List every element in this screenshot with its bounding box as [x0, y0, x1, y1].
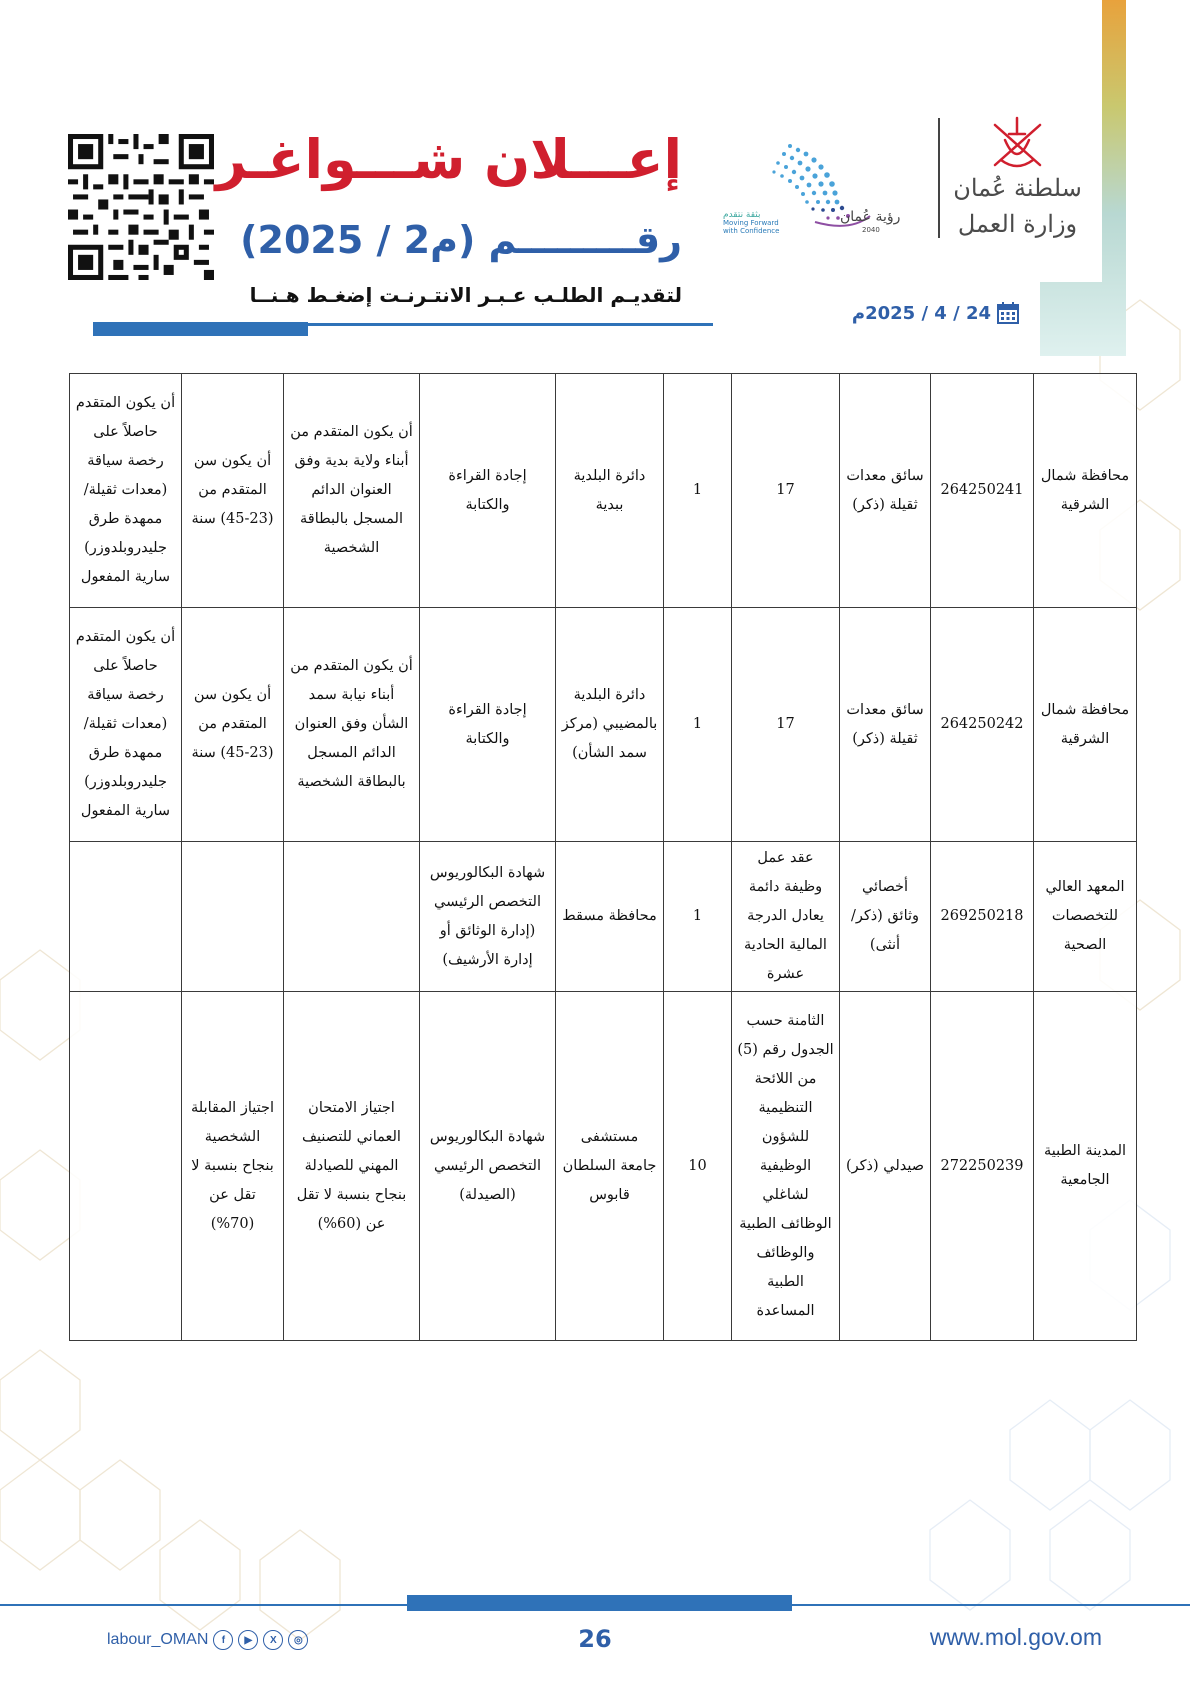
moving-forward-ar: بثقة نتقدم — [723, 210, 761, 220]
logo-divider — [938, 118, 940, 238]
website-link[interactable]: www.mol.gov.om — [929, 1624, 1102, 1650]
cell-count: 10 — [664, 992, 732, 1341]
cell-qualification: شهادة البكالوريوس التخصص الرئيسي (الصيدلة) — [420, 992, 556, 1341]
announcement-date — [852, 302, 1019, 324]
announcement-number: رقـــــــــم (م2 / 2025) — [240, 218, 682, 262]
cell-grade: 17 — [732, 608, 840, 842]
cell-job: صيدلي (ذكر) — [840, 992, 931, 1341]
social-links — [107, 1630, 308, 1650]
cell-condition1: أن يكون المتقدم من أبناء ولاية بدية وفق العنوان الدائم المسجل بالبطاقة الشخصية — [284, 374, 420, 608]
cell-condition2: أن يكون سن المتقدم من (23-45) سنة — [182, 608, 284, 842]
cell-grade: الثامنة حسب الجدول رقم (5) من اللائحة التنظيمية للشؤون الوظيفية لشاغلي الوظائف الطبية والوظائف الطبية المساعدة — [732, 992, 840, 1341]
cell-count: 1 — [664, 842, 732, 992]
cell-workplace: دائرة البلدية ببدية — [556, 374, 664, 608]
cell-governorate: المدينة الطبية الجامعية — [1034, 992, 1137, 1341]
qr-code[interactable] — [68, 134, 214, 280]
cell-grade: عقد عمل وظيفة دائمة يعادل الدرجة المالية الحادية عشرة — [732, 842, 840, 992]
ministry-name-line1: سلطنة عُمان — [953, 174, 1082, 202]
cell-count: 1 — [664, 374, 732, 608]
facebook-icon[interactable]: f — [213, 1630, 233, 1650]
cell-workplace: دائرة البلدية بالمضيبي (مركز سمد الشأن) — [556, 608, 664, 842]
moving-forward-en2: with Confidence — [723, 227, 780, 235]
cell-workplace: محافظة مسقط — [556, 842, 664, 992]
title-rule-accent — [93, 322, 308, 336]
cell-code: 264250241 — [931, 374, 1034, 608]
table-row — [70, 374, 1137, 608]
table-row — [70, 992, 1137, 1341]
table-row — [70, 608, 1137, 842]
ministry-name — [950, 170, 1085, 242]
cell-condition2 — [182, 842, 284, 992]
cell-qualification: شهادة البكالوريوس التخصص الرئيسي (إدارة الوثائق أو إدارة الأرشيف) — [420, 842, 556, 992]
cell-condition2: أن يكون سن المتقدم من (23-45) سنة — [182, 374, 284, 608]
cell-condition3 — [70, 842, 182, 992]
x-icon[interactable]: X — [263, 1630, 283, 1650]
page-number: 26 — [578, 1625, 612, 1653]
cell-condition1 — [284, 842, 420, 992]
apply-online-link[interactable]: لتقديـم الطلـب عـبـر الانتـرنـت إضغـط هـنــا — [249, 283, 682, 307]
vision-year: 2040 — [862, 226, 880, 234]
cell-governorate: المعهد العالي للتخصصات الصحية — [1034, 842, 1137, 992]
ministry-name-line2: وزارة العمل — [957, 210, 1078, 238]
footer-rule-accent — [407, 1595, 792, 1611]
vision-text: رؤية عُمان — [840, 209, 901, 225]
calendar-icon — [997, 302, 1019, 324]
cell-workplace: مستشفى جامعة السلطان قابوس — [556, 992, 664, 1341]
cell-condition2: اجتياز المقابلة الشخصية بنجاح بنسبة لا تقل عن (70%) — [182, 992, 284, 1341]
cell-governorate: محافظة شمال الشرقية — [1034, 608, 1137, 842]
cell-code: 269250218 — [931, 842, 1034, 992]
cell-condition1: اجتياز الامتحان العماني للتصنيف المهني للصيادلة بنجاح بنسبة لا تقل عن (60%) — [284, 992, 420, 1341]
cell-job: سائق معدات ثقيلة (ذكر) — [840, 608, 931, 842]
date-text: 24 / 4 / 2025م — [851, 302, 991, 324]
cell-condition3: أن يكون المتقدم حاصلاً على رخصة سياقة (معدات ثقيلة/ ممهدة طرق جليدروبلدوزر) سارية المفعول — [70, 374, 182, 608]
cell-job: أخصائي وثائق (ذكر/ أنثى) — [840, 842, 931, 992]
social-handle[interactable]: labour_OMAN — [107, 1631, 209, 1648]
vacancies-table — [69, 373, 1137, 1341]
page-title: إعـــلان شـــواغـر — [215, 128, 682, 191]
youtube-icon[interactable]: ▶ — [238, 1630, 258, 1650]
cell-code: 264250242 — [931, 608, 1034, 842]
cell-qualification: إجادة القراءة والكتابة — [420, 608, 556, 842]
cell-code: 272250239 — [931, 992, 1034, 1341]
moving-forward-en1: Moving Forward — [723, 219, 779, 227]
cell-governorate: محافظة شمال الشرقية — [1034, 374, 1137, 608]
cell-condition3: أن يكون المتقدم حاصلاً على رخصة سياقة (معدات ثقيلة/ ممهدة طرق جليدروبلدوزر) سارية المفعول — [70, 608, 182, 842]
cell-grade: 17 — [732, 374, 840, 608]
cell-condition3 — [70, 992, 182, 1341]
table-row — [70, 842, 1137, 992]
cell-qualification: إجادة القراءة والكتابة — [420, 374, 556, 608]
cell-job: سائق معدات ثقيلة (ذكر) — [840, 374, 931, 608]
cell-count: 1 — [664, 608, 732, 842]
instagram-icon[interactable]: ◎ — [288, 1630, 308, 1650]
moving-forward-slogan — [723, 211, 779, 235]
cell-condition1: أن يكون المتقدم من أبناء نيابة سمد الشأن وفق العنوان الدائم المسجل بالبطاقة الشخصية — [284, 608, 420, 842]
